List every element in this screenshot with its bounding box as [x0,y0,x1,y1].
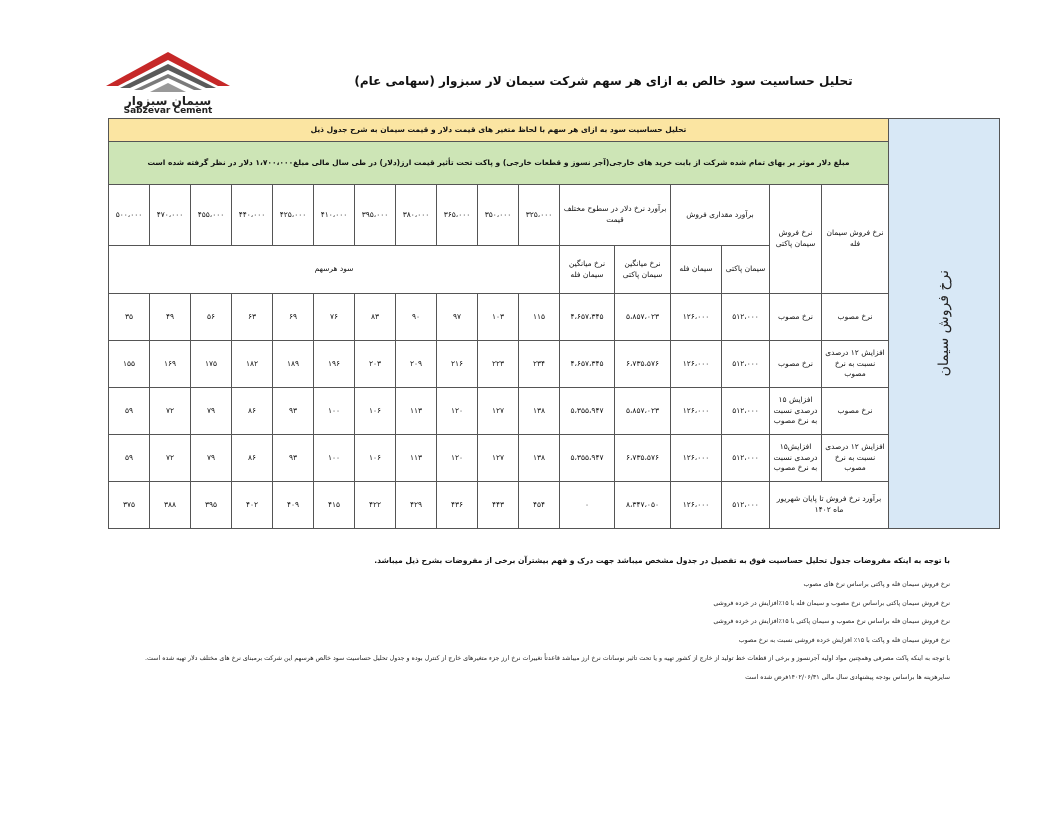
dollar-level: ۳۸۰،۰۰۰ [396,185,437,246]
dollar-level: ۴۴۰،۰۰۰ [232,185,273,246]
qty-bulk: ۱۲۶،۰۰۰ [671,435,722,482]
eps-value: ۲۱۶ [437,341,478,388]
qty-bag: ۵۱۲،۰۰۰ [722,294,770,341]
bulk-rate: افزایش ۱۲ درصدی نسبت به نرخ مصوب [822,341,889,388]
qty-bulk: ۱۲۶،۰۰۰ [671,294,722,341]
table-row [109,435,1000,482]
dollar-level: ۳۹۵،۰۰۰ [355,185,396,246]
header-avg-bulk: نرخ میانگین سیمان فله [560,246,615,294]
eps-value: ۱۵۵ [109,341,150,388]
logo-text-fa: سیمان سبزوار [124,94,212,108]
eps-value: ۱۹۶ [314,341,355,388]
eps-value: ۱۶۹ [150,341,191,388]
header-qty-bulk: سیمان فله [671,246,722,294]
avg-bulk: ۴،۶۵۷،۳۴۵ [560,341,615,388]
dollar-level: ۳۵۰،۰۰۰ [478,185,519,246]
qty-bag: ۵۱۲،۰۰۰ [722,388,770,435]
eps-value: ۱۸۹ [273,341,314,388]
header-qty: برآورد مقداری فروش [671,185,770,246]
note-line: نرخ فروش سیمان پاکتی براساس نرخ مصوب و سیمان فله با ۱۵٪افزایش در خرده فروشی [713,599,950,607]
eps-value: ۱۰۳ [478,294,519,341]
eps-value: ۷۹ [191,435,232,482]
eps-value: ۲۰۹ [396,341,437,388]
eps-value: ۴۹ [150,294,191,341]
eps-value: ۹۰ [396,294,437,341]
eps-value: ۱۲۰ [437,388,478,435]
eps-value: ۴۰۹ [273,482,314,529]
eps-value: ۱۳۸ [519,388,560,435]
eps-value: ۱۸۲ [232,341,273,388]
company-logo [106,46,230,118]
eps-value: ۱۳۸ [519,435,560,482]
eps-label: سود هرسهم [109,246,560,294]
dollar-level: ۴۱۰،۰۰۰ [314,185,355,246]
eps-value: ۱۲۷ [478,388,519,435]
bag-rate: نرخ مصوب [770,294,822,341]
bulk-rate: نرخ مصوب [822,388,889,435]
eps-value: ۷۹ [191,388,232,435]
dollar-level: ۳۲۵،۰۰۰ [519,185,560,246]
eps-value: ۲۳۴ [519,341,560,388]
eps-value: ۸۶ [232,435,273,482]
avg-bag: ۵،۸۵۷،۰۲۳ [615,294,671,341]
document-title: تحلیل حساسیت سود خالص به ازای هر سهم شرکت سیمان لار سبزوار (سهامی عام) [354,74,853,88]
table-row [109,388,1000,435]
header-bulk-rate: نرخ فروش سیمان فله [822,185,889,294]
qty-bag: ۵۱۲،۰۰۰ [722,435,770,482]
logo-roof-icon [106,46,230,96]
bulk-rate: نرخ مصوب [822,294,889,341]
eps-value: ۴۵۴ [519,482,560,529]
eps-value: ۷۶ [314,294,355,341]
eps-value: ۴۳۶ [437,482,478,529]
note-line: نرخ فروش سیمان فله و پاکت با ۱۵٪ افزایش خرده فروشی نسبت به نرخ مصوب [738,636,950,644]
header-bag-rate: نرخ فروش سیمان پاکتی [770,185,822,294]
avg-bag: ۶،۷۳۵،۵۷۶ [615,435,671,482]
header-qty-bag: سیمان پاکتی [722,246,770,294]
eps-value: ۸۶ [232,388,273,435]
qty-bulk: ۱۲۶،۰۰۰ [671,341,722,388]
eps-value: ۳۹۵ [191,482,232,529]
avg-bag: ۵،۸۵۷،۰۲۳ [615,388,671,435]
eps-value: ۱۷۵ [191,341,232,388]
logo-text-en: Sabzevar Cement [123,106,213,116]
dollar-level: ۵۰۰،۰۰۰ [109,185,150,246]
eps-value: ۹۳ [273,388,314,435]
assumptions-notes [120,556,950,692]
eps-value: ۱۱۳ [396,435,437,482]
eps-value: ۶۳ [232,294,273,341]
eps-value: ۴۲۲ [355,482,396,529]
avg-bulk: ۵،۳۵۵،۹۴۷ [560,388,615,435]
eps-value: ۱۱۵ [519,294,560,341]
header-avg-bag: نرخ میانگین سیمان پاکتی [615,246,671,294]
avg-bulk: ۴،۶۵۷،۳۴۵ [560,294,615,341]
eps-value: ۱۰۶ [355,388,396,435]
table-note: مبلغ دلار موثر بر بهای تمام شده شرکت از بابت خرید های خارجی(آجر نسوز و قطعات خارجی) و پاکت تحت تأثیر قیمت ارز(دلار) در طی سال مالی مبلغ۱،۷۰۰،۰۰۰ دلار در نظر گرفته شده است [109,142,889,185]
bag-rate: افزایش ۱۵ درصدی نسبت به نرخ مصوب [770,388,822,435]
eps-value: ۱۰۶ [355,435,396,482]
table-subtitle: تحلیل حساسیت سود به ازای هر سهم با لحاظ متغیر های قیمت دلار و قیمت سیمان به شرح جدول ذیل [109,119,889,142]
table-row [109,482,1000,529]
eps-value: ۴۰۲ [232,482,273,529]
eps-value: ۵۶ [191,294,232,341]
dollar-level: ۳۶۵،۰۰۰ [437,185,478,246]
sensitivity-table [108,118,1000,529]
eps-value: ۱۲۷ [478,435,519,482]
eps-value: ۵۹ [109,435,150,482]
eps-value: ۵۹ [109,388,150,435]
eps-value: ۱۰۰ [314,435,355,482]
bag-rate: نرخ مصوب [770,341,822,388]
header-dollar: برآورد نرخ دلار در سطوح مختلف قیمت [560,185,671,246]
qty-bag: ۵۱۲،۰۰۰ [722,482,770,529]
avg-bulk: ۵،۳۵۵،۹۴۷ [560,435,615,482]
avg-bag: ۶،۷۳۵،۵۷۶ [615,341,671,388]
eps-value: ۱۲۰ [437,435,478,482]
eps-value: ۶۹ [273,294,314,341]
note-line: نرخ فروش سیمان فله و پاکتی براساس نرخ های مصوب [803,581,950,588]
note-line: با توجه به اینکه پاکت مصرفی وهمچنین مواد اولیه آجرنسوز و برخی از قطعات خط تولید از خارج از کشور تهیه و یا تحت تاثیر نوسانات نرخ ارز میباشد قاعدتاً تغییرات نرخ ارز جزء متغیرهای خارج از کنترل بوده و جدول تحلیل حساسیت سود خالص هرسهم این شرکت برمبنای نرخ های مختلف دلار تهیه شده است. [145,655,950,662]
eps-value: ۴۲۹ [396,482,437,529]
qty-bulk: ۱۲۶،۰۰۰ [671,388,722,435]
side-label: نرخ فروش سیمان [936,270,953,377]
eps-value: ۲۲۳ [478,341,519,388]
dollar-level: ۴۷۰،۰۰۰ [150,185,191,246]
eps-value: ۷۲ [150,388,191,435]
eps-value: ۷۲ [150,435,191,482]
note-line: نرخ فروش سیمان فله براساس نرخ مصوب و سیمان پاکتی با ۱۵٪افزایش در خرده فروشی [713,618,950,625]
eps-value: ۹۳ [273,435,314,482]
eps-value: ۹۷ [437,294,478,341]
eps-value: ۴۴۳ [478,482,519,529]
eps-value: ۳۸۸ [150,482,191,529]
avg-bulk: ۰ [560,482,615,529]
eps-value: ۸۳ [355,294,396,341]
notes-intro: با توجه به اینکه مفروضات جدول تحلیل حساسیت فوق به تفصیل در جدول مشخص میباشد جهت درک و فهم بیشترآن برخی از مفروضات بشرح ذیل میباشد. [374,556,950,565]
avg-bag: ۸،۳۴۷،۰۵۰ [615,482,671,529]
bulk-rate: افزایش ۱۲ درصدی نسبت به نرخ مصوب [822,435,889,482]
eps-value: ۱۰۰ [314,388,355,435]
note-line: سایرهزینه ها براساس بودجه پیشنهادی سال مالی ۱۴۰۲/۰۶/۳۱فرض شده است [745,673,950,681]
last-row-label: برآورد نرخ فروش تا پایان شهریور ماه ۱۴۰۲ [770,482,889,529]
qty-bulk: ۱۲۶،۰۰۰ [671,482,722,529]
eps-value: ۳۵ [109,294,150,341]
eps-value: ۲۰۳ [355,341,396,388]
bag-rate: افزایش۱۵ درصدی نسبت به نرخ مصوب [770,435,822,482]
table-row [109,294,1000,341]
dollar-level: ۴۵۵،۰۰۰ [191,185,232,246]
qty-bag: ۵۱۲،۰۰۰ [722,341,770,388]
side-label-cell [889,119,1000,529]
eps-value: ۱۱۳ [396,388,437,435]
eps-value: ۳۷۵ [109,482,150,529]
eps-value: ۴۱۵ [314,482,355,529]
table-row [109,341,1000,388]
dollar-level: ۴۲۵،۰۰۰ [273,185,314,246]
